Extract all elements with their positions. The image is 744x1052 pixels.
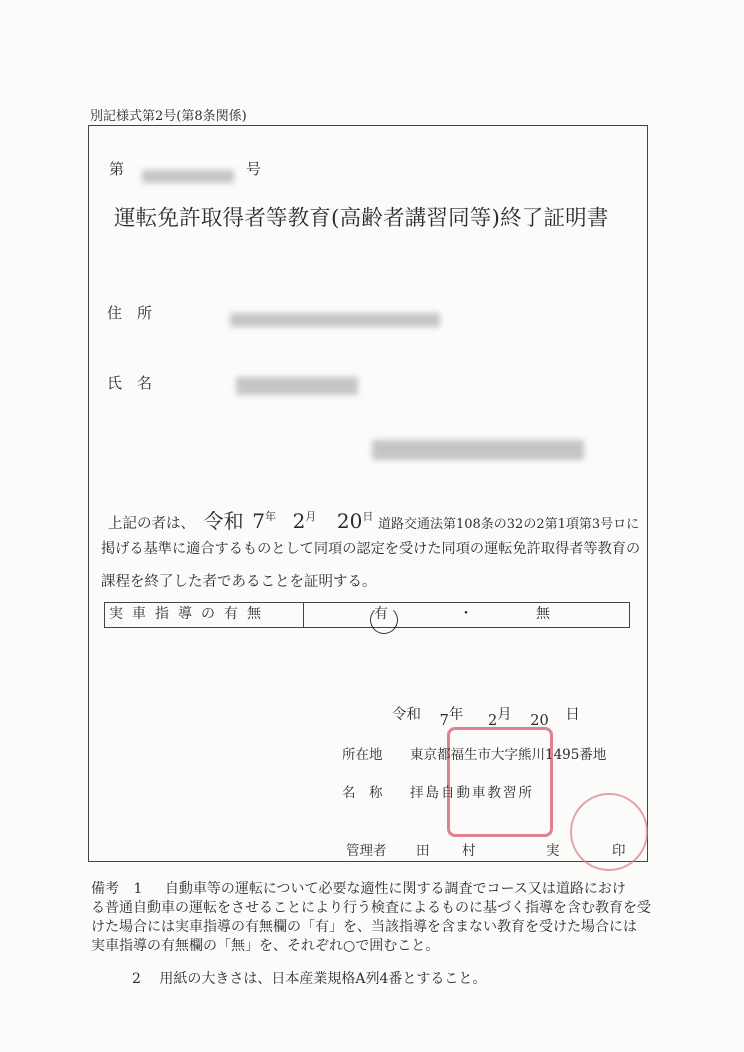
note-2-number: 2 [132, 971, 141, 987]
manager-label: 管理者 [346, 843, 387, 859]
address-label: 住 所 [107, 304, 153, 322]
option-no[interactable]: 無 [536, 606, 550, 622]
manager-given-name: 実 [546, 843, 560, 859]
law-reference: 道路交通法第108条の32の2第1項第3号ロに [377, 517, 640, 532]
option-yes[interactable]: 有 [374, 606, 388, 622]
day-unit: 日 [362, 510, 374, 523]
redacted-number [142, 170, 234, 183]
manager-surname-1: 田 [416, 843, 430, 859]
issue-day: 20 [530, 713, 549, 729]
notes-label: 備考 [91, 881, 119, 897]
practical-instruction-label: 実車指導の有無 [105, 603, 304, 627]
selection-circle [370, 606, 398, 634]
document-title: 運転免許取得者等教育(高齢者講習同等)終了証明書 [114, 206, 609, 231]
note-2-text: 用紙の大きさは、日本産業規格A列4番とすること。 [159, 971, 487, 987]
year-unit: 年 [264, 510, 276, 523]
name-label: 氏 名 [107, 374, 153, 392]
issue-year: 7 [439, 713, 449, 729]
location-label: 所在地 [342, 747, 383, 763]
issue-month: 2 [487, 713, 498, 729]
practical-instruction-table [104, 602, 630, 628]
option-separator: ・ [459, 606, 473, 622]
body-line-3: 課程を終了した者であることを証明する。 [101, 574, 377, 590]
issue-month-unit: 月 [497, 707, 512, 723]
school-name-label: 名 称 [342, 785, 383, 801]
issue-day-unit: 日 [565, 707, 580, 723]
manager-seal [570, 793, 648, 871]
issue-year-unit: 年 [448, 707, 464, 723]
issue-date [392, 703, 580, 729]
form-reference: 別記様式第2号(第8条関係) [90, 109, 247, 124]
note-1-line-4: 実車指導の有無欄の「無」を、それぞれ○で囲むこと。 [91, 938, 440, 954]
year: 7 [252, 509, 265, 533]
number-suffix: 号 [246, 160, 262, 178]
school-name: 拝島自動車教習所 [410, 785, 534, 801]
issue-era: 令和 [392, 707, 421, 723]
day: 20 [336, 509, 363, 533]
location-value: 東京都福生市大字熊川1495番地 [410, 747, 607, 763]
note-1-number: 1 [133, 881, 143, 897]
month: 2 [292, 509, 306, 533]
redacted-address [230, 313, 440, 327]
number-prefix: 第 [109, 160, 125, 178]
era: 令和 [203, 509, 244, 533]
note-1-line-2: る普通自動車の運転をさせることにより行う検査によるものに基づく指導を含む教育を受 [91, 900, 651, 916]
note-2 [132, 970, 486, 989]
body-line-2: 掲げる基準に適合するものとして同項の認定を受けた同項の運転免許取得者等教育の [101, 541, 641, 557]
redacted-name [236, 377, 358, 395]
body-line-1 [108, 505, 639, 534]
month-unit: 月 [305, 510, 317, 523]
seal-mark: 印 [612, 843, 626, 859]
intro-text: 上記の者は、 [108, 516, 195, 532]
redacted-birthdate [372, 440, 584, 460]
notes-label-line [91, 880, 626, 899]
note-1-line-3: けた場合には実車指導の有無欄の「有」を、当該指導を含まない教育を受けた場合には [91, 919, 637, 935]
note-1-line-1: 自動車等の運転について必要な適性に関する調査でコース又は道路におけ [164, 881, 626, 897]
manager-surname-2: 村 [462, 843, 476, 859]
